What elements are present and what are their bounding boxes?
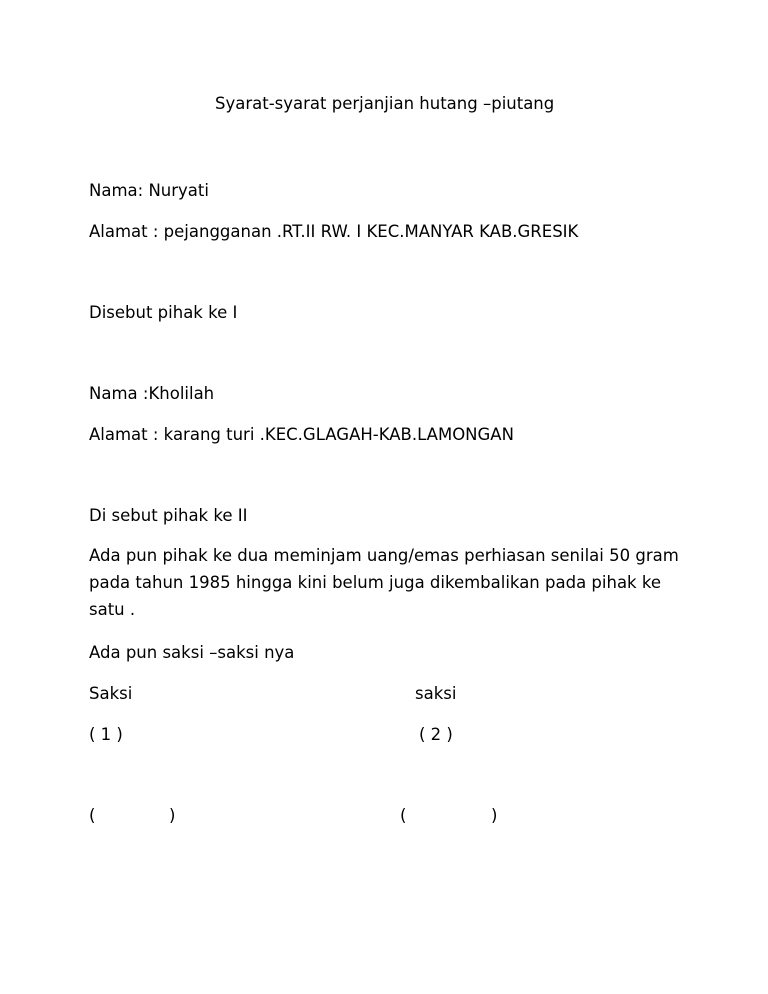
witness-intro: Ada pun saksi –saksi nya: [89, 643, 295, 662]
witness2-signature-close-bracket: ): [491, 806, 498, 825]
document-title: Syarat-syarat perjanjian hutang –piutang: [215, 94, 555, 113]
agreement-line: pada tahun 1985 hingga kini belum juga dikembalikan pada pihak ke: [89, 573, 661, 592]
party2-name: Nama :Kholilah: [89, 384, 215, 403]
witness2-label: saksi: [415, 684, 457, 703]
witness2-signature-open-bracket: (: [400, 806, 407, 825]
witness1-label: Saksi: [89, 684, 133, 703]
agreement-line: Ada pun pihak ke dua meminjam uang/emas perhiasan senilai 50 gram: [89, 546, 679, 565]
party1-name: Nama: Nuryati: [89, 181, 209, 200]
party1-address: Alamat : pejangganan .RT.II RW. I KEC.MANYAR KAB.GRESIK: [89, 222, 579, 241]
party2-designation: Di sebut pihak ke II: [89, 506, 248, 525]
party1-designation: Disebut pihak ke I: [89, 303, 238, 322]
agreement-line: satu .: [89, 600, 136, 619]
witness1-number: ( 1 ): [89, 725, 123, 744]
witness2-number: ( 2 ): [419, 725, 453, 744]
witness1-signature-open-bracket: (: [89, 806, 96, 825]
witness1-signature-close-bracket: ): [169, 806, 176, 825]
party2-address: Alamat : karang turi .KEC.GLAGAH-KAB.LAMONGAN: [89, 425, 514, 444]
agreement-paragraph: [89, 542, 689, 623]
